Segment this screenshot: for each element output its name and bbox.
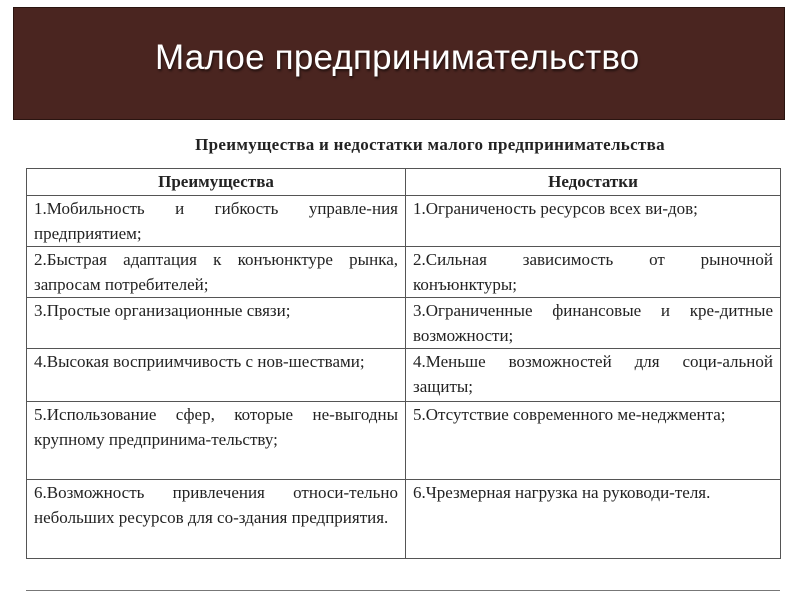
document-title: Преимущества и недостатки малого предпринимательства <box>195 135 665 154</box>
title-banner <box>13 7 785 120</box>
table-row <box>27 349 781 402</box>
comparison-table <box>26 168 781 559</box>
advantage-cell: 3.Простые организационные связи; <box>27 298 406 349</box>
advantage-cell: 6.Возможность привлечения относи-тельно небольших ресурсов для со-здания предприятия. <box>27 480 406 559</box>
disadvantage-cell: 2.Сильная зависимость от рыночной конъюнктуры; <box>406 247 781 298</box>
table-row <box>27 247 781 298</box>
disadvantage-cell: 6.Чрезмерная нагрузка на руководи-теля. <box>406 480 781 559</box>
table-row <box>27 402 781 480</box>
disadvantage-cell: 3.Ограниченные финансовые и кре-дитные возможности; <box>406 298 781 349</box>
table-header-row <box>27 169 781 196</box>
slide-title: Малое предпринимательство <box>155 38 640 77</box>
disadvantage-cell: 4.Меньше возможностей для соци-альной защиты; <box>406 349 781 402</box>
table-row <box>27 298 781 349</box>
divider <box>26 590 780 591</box>
advantage-cell: 2.Быстрая адаптация к конъюнктуре рынка, запросам потребителей; <box>27 247 406 298</box>
table-row <box>27 196 781 247</box>
advantage-cell: 4.Высокая восприимчивость с нов-шествами; <box>27 349 406 402</box>
table-row <box>27 480 781 559</box>
disadvantage-cell: 1.Ограниченость ресурсов всех ви-дов; <box>406 196 781 247</box>
disadvantage-cell: 5.Отсутствие современного ме-неджмента; <box>406 402 781 480</box>
column-header-disadvantages: Недостатки <box>406 169 781 196</box>
column-header-advantages: Преимущества <box>27 169 406 196</box>
advantage-cell: 1.Мобильность и гибкость управле-ния предприятием; <box>27 196 406 247</box>
advantage-cell: 5.Использование сфер, которые не-выгодны крупному предпринима-тельству; <box>27 402 406 480</box>
